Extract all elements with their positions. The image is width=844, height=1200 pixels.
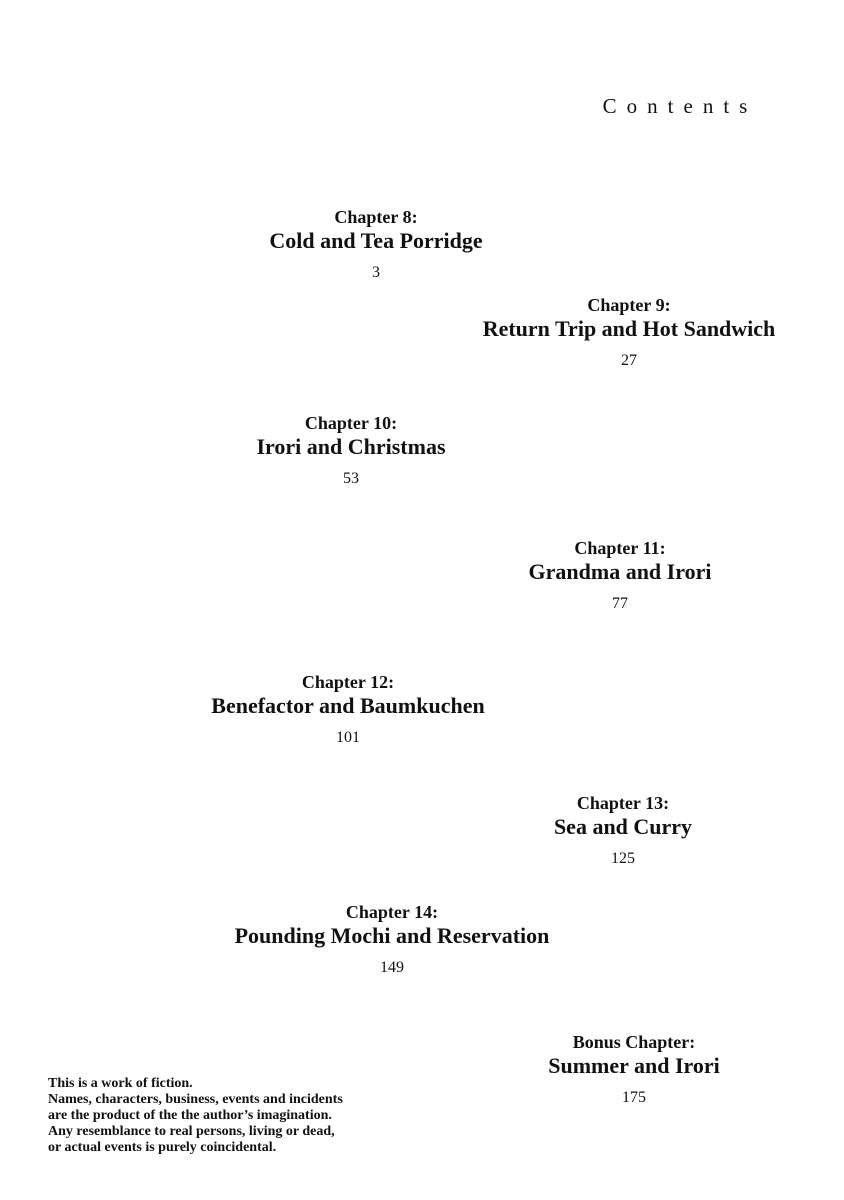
toc-entry-chapter-9[interactable] — [459, 294, 799, 371]
toc-entry-chapter-8[interactable] — [206, 206, 546, 283]
chapter-number: Bonus Chapter: — [572, 1032, 696, 1052]
toc-entry-chapter-14[interactable] — [222, 901, 562, 978]
chapter-title: Pounding Mochi and Reservation — [234, 923, 550, 948]
chapter-title: Summer and Irori — [548, 1053, 720, 1078]
disclaimer-line: Names, characters, business, events and incidents — [48, 1092, 343, 1107]
page-number: 175 — [622, 1089, 646, 1106]
page-number: 27 — [621, 352, 637, 369]
toc-entry-chapter-13[interactable] — [453, 792, 793, 869]
page-number: 149 — [380, 959, 404, 976]
chapter-number: Chapter 9: — [587, 295, 671, 315]
contents-heading: Contents — [602, 94, 758, 118]
chapter-title: Sea and Curry — [553, 814, 693, 839]
chapter-title: Irori and Christmas — [256, 434, 446, 459]
disclaimer-line: or actual events is purely coincidental. — [48, 1140, 277, 1155]
chapter-title: Benefactor and Baumkuchen — [211, 693, 485, 718]
toc-entry-chapter-12[interactable] — [178, 671, 518, 748]
disclaimer-line: are the product of the the author’s imagination. — [48, 1108, 332, 1123]
chapter-number: Chapter 13: — [576, 793, 670, 813]
fiction-disclaimer — [48, 1076, 408, 1156]
disclaimer-line: Any resemblance to real persons, living or dead, — [48, 1124, 335, 1139]
page-number: 3 — [372, 264, 380, 281]
chapter-number: Chapter 11: — [574, 538, 666, 558]
disclaimer-line: This is a work of fiction. — [48, 1076, 193, 1091]
toc-entry-chapter-11[interactable] — [450, 537, 790, 614]
chapter-title: Return Trip and Hot Sandwich — [482, 316, 776, 341]
page-number: 125 — [611, 850, 635, 867]
chapter-number: Chapter 12: — [301, 672, 395, 692]
page-number: 77 — [612, 595, 628, 612]
chapter-number: Chapter 10: — [304, 413, 398, 433]
page-number: 101 — [336, 729, 360, 746]
chapter-number: Chapter 14: — [345, 902, 439, 922]
chapter-title: Grandma and Irori — [528, 559, 712, 584]
toc-entry-chapter-10[interactable] — [181, 412, 521, 489]
toc-entry-bonus-chapter[interactable] — [464, 1031, 804, 1108]
chapter-number: Chapter 8: — [334, 207, 418, 227]
page-number: 53 — [343, 470, 359, 487]
chapter-title: Cold and Tea Porridge — [269, 228, 483, 253]
